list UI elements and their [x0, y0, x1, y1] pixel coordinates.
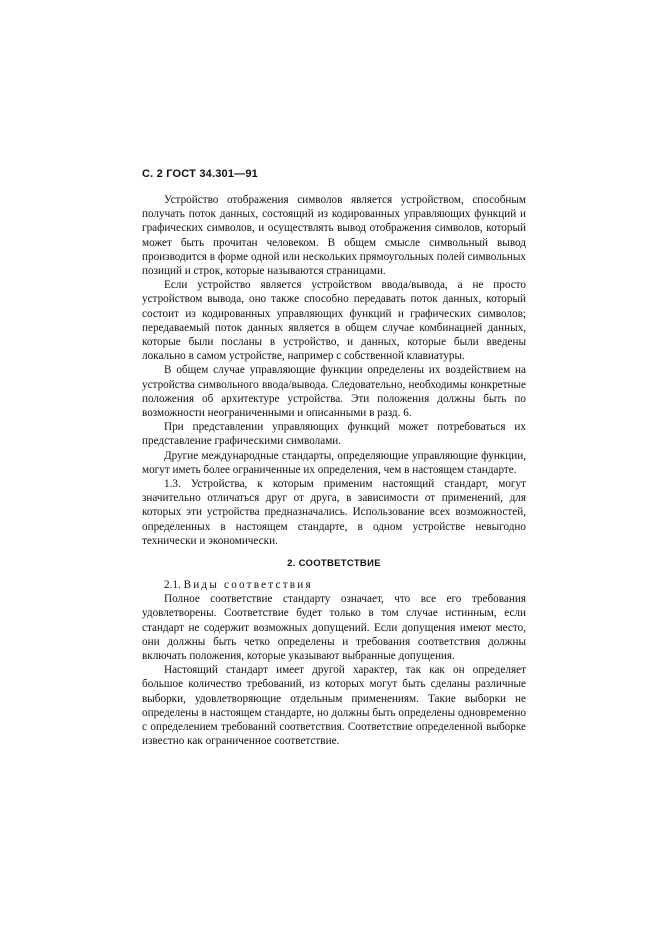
subsection-heading — [142, 578, 526, 592]
paragraph-6: 1.3. Устройства, к которым применим настоящий стандарт, могут значительно отличаться друг от друга, в зависимости от применений, для которых эти устройства предназначались. Использование всех возможностей, определенных в настоящем стандарте, в одном устройстве невыгодно технически и экономически. — [142, 478, 526, 547]
subsection-number: 2.1. — [164, 579, 181, 591]
paragraph-2: Если устройство является устройством ввода/вывода, а не просто устройством вывода, оно также способно передавать поток данных, который состоит из кодированных управляющих функций и графических символов; передаваемый поток данных является в общем случае комбинацией данных, которые были посланы в устройство, и данных, которые были введены локально в самом устройстве, например с собственной клавиатуры. — [142, 279, 526, 363]
paragraph-5: Другие международные стандарты, определяющие управляющие функции, могут иметь более ограниченные их определения, чем в настоящем стандарте. — [142, 449, 526, 476]
paragraph-3: В общем случае управляющие функции определены их воздействием на устройства символьного ввода/вывода. Следовательно, необходимы конкретные положения об архитектуре устройства. Эти положения должны быть по возможности неограниченными и описанными в разд. 6. — [142, 364, 526, 420]
section-2-paragraph-2: Настоящий стандарт имеет другой характер, так как он определяет большое количество требований, из которых могут быть сделаны различные выборки, удовлетворяющие отдельным применениям. Такие выборки не определены в настоящем стандарте, но должны быть определены одновременно с определением требований соответствия. Соответствие определенной выборке известно как ограниченное соответствие. — [142, 664, 526, 748]
section-1-body — [142, 193, 526, 548]
section-2-paragraph-1: Полное соответствие стандарту означает, что все его требования удовлетворены. Соответствие будет только в том случае истинным, если стандарт не содержит возможных допущений. Если допущения имеют место, они должны быть четко определены и требования соответствия должны включать положения, которые указывают выбранные допущения. — [142, 593, 526, 663]
subsection-title: Виды соответствия — [183, 579, 313, 591]
paragraph-4: При представлении управляющих функций может потребоваться их представление графическими символами. — [142, 421, 526, 448]
paragraph-1: Устройство отображения символов является устройством, способным получать поток данных, состоящий из кодированных управляющих функций и графических символов, и осуществлять вывод отображения символов, который может быть прочитан человеком. В общем смысле символьный вывод производится в форме одной или нескольких прямоугольных полей символьных позиций и строк, которые называются страницами. — [142, 194, 526, 278]
section-2-title: 2. СООТВЕТСТВИЕ — [287, 558, 381, 569]
page-header: С. 2 ГОСТ 34.301—91 — [142, 168, 259, 180]
section-2-body — [142, 578, 526, 748]
